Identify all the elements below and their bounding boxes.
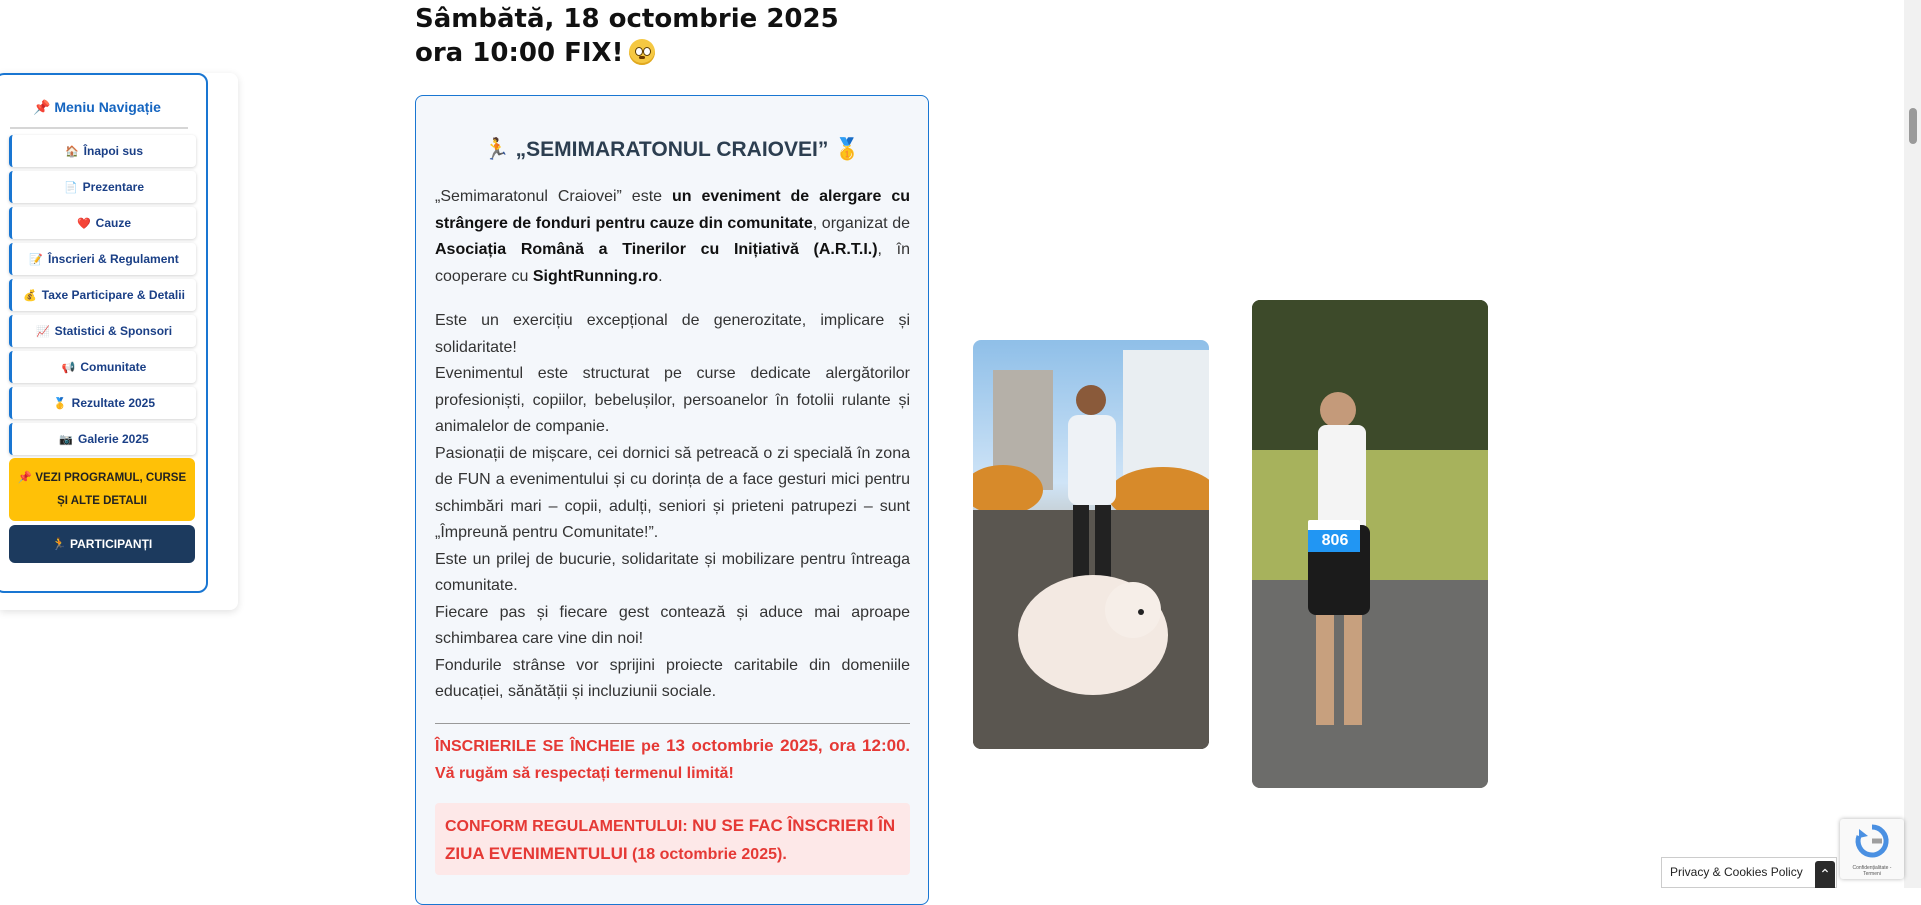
race-bib-number: 806 [1321,532,1349,549]
event-info-card [415,95,929,905]
runner-icon: 🏃 [51,537,67,551]
page-scrollbar[interactable] [1904,0,1921,888]
money-bag-icon: 💰 [23,290,37,302]
privacy-cookies-policy-link[interactable]: Privacy & Cookies Policy [1661,857,1837,888]
megaphone-icon: 📢 [61,362,76,374]
nav-item-results[interactable]: 🥇 Rezultate 2025 [9,387,196,419]
participants-button[interactable]: 🏃 PARTICIPANȚI [9,525,195,563]
nav-item-gallery[interactable]: 📷 Galerie 2025 [9,423,196,455]
photo-runner-with-dog [973,340,1209,749]
regulation-warning: CONFORM REGULAMENTULUI: NU SE FAC ÎNSCRIERI ÎN ZIUA EVENIMENTULUI (18 octombrie 2025). [435,803,910,875]
nav-item-presentation[interactable]: 📄 Prezentare [9,171,196,203]
intro-paragraph: „Semimaratonul Craiovei” este un eveniment de alergare cu strângere de fonduri pentru cauze din comunitate, organizat de Asociația Română a Tinerilor cu Inițiativă (A.R.T.I.), în cooperare cu SightRunning.ro. [435,188,911,285]
paragraph: Evenimentul este structurat pe curse dedicate alergătorilor profesioniști, copiilor, bebelușilor, persoanelor în fotolii rulante și animalelor de companie. [435,365,910,435]
paragraph: Este un exercițiu excepțional de generozitate, implicare și solidaritate! [435,312,910,356]
navigation-menu [0,73,208,593]
divider [435,723,910,724]
nav-item-community[interactable]: 📢 Comunitate [9,351,196,383]
camera-icon: 📷 [59,434,73,446]
memo-icon: 📝 [29,254,43,266]
nav-item-causes[interactable]: ❤️ Cauze [9,207,196,239]
scrollbar-thumb[interactable] [1909,108,1917,144]
chevron-up-icon: ⌃ [1819,866,1831,882]
paragraph: Fondurile strânse vor sprijini proiecte caritabile din domeniile educației, sănătății și incluziunii sociale. [435,656,910,700]
event-time: ora 10:00 FIX! [415,38,624,68]
chart-icon: 📈 [35,326,50,338]
pin-icon: 📌 [33,99,51,115]
photo-runner-heart-gesture [1252,300,1488,788]
heart-icon: ❤️ [76,218,91,230]
scroll-to-top-button[interactable] [1815,861,1835,888]
pin-icon: 📌 [17,472,33,484]
event-date: Sâmbătă, 18 octombrie 2025 [415,4,839,34]
recaptcha-icon [1840,819,1904,865]
nav-item-registration[interactable]: 📝 Înscrieri & Regulament [9,243,196,275]
card-title: 🏃 „SEMIMARATONUL CRAIOVEI” 🥇 [483,138,861,161]
home-icon: 🏠 [64,146,79,158]
document-icon: 📄 [63,182,78,194]
paragraph: Este un prilej de bucurie, solidaritate și mobilizare pentru întreaga comunitate. [435,550,910,594]
paragraph: Fiecare pas și fiecare gest contează și aduce mai aproape schimbarea care vine din noi! [435,603,910,647]
recaptcha-badge[interactable]: Confidențialitate - Termeni [1840,819,1904,879]
program-details-button[interactable]: 📌 VEZI PROGRAMUL, CURSE ȘI ALTE DETALII [9,458,195,521]
medal-icon: 🥇 [834,138,861,161]
runner-icon: 🏃 [483,138,510,161]
smile-emoji-icon [629,39,655,65]
medal-icon: 🥇 [52,398,67,410]
registration-deadline: ÎNSCRIERILE SE ÎNCHEIE pe 13 octombrie 2025, ora 12:00. Vă rugăm să respectați termenul limită! [435,736,910,782]
nav-item-fees[interactable]: 💰 Taxe Participare & Detalii [9,279,196,311]
nav-item-statistics[interactable]: 📈 Statistici & Sponsori [9,315,196,347]
card-description [435,184,910,706]
paragraph: Pasionații de mișcare, cei dornici să petreacă o zi specială în zona de FUN a evenimentului și cu dorința de a face gesturi mici pentru schimbări mari – copii, adulți, seniori și prieteni patrupezi – sunt „Împreună pentru Comunitate!”. [435,444,910,541]
event-date-heading [415,2,839,70]
nav-divider [10,127,188,129]
nav-item-back-to-top[interactable]: 🏠 Înapoi sus [9,135,196,167]
nav-title: 📌 Meniu Navigație [33,99,161,115]
